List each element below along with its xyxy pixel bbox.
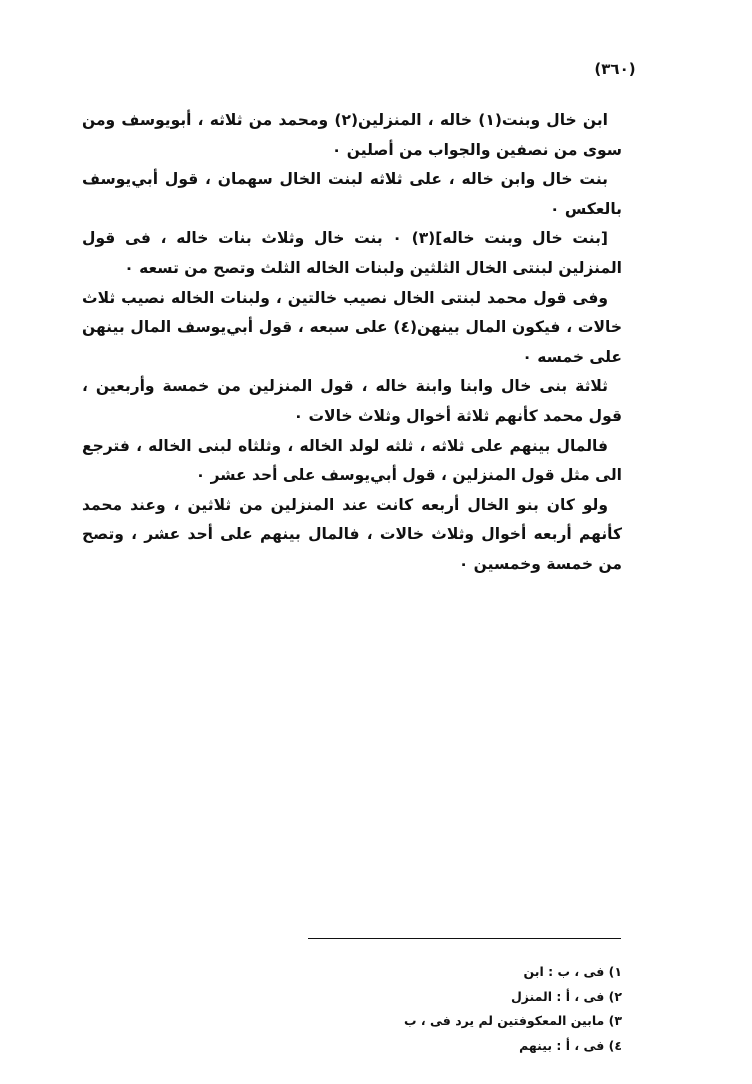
paragraph: فالمال بينهم على ثلاثه ، ثلثه لولد الخاله ، وثلثاه لبنى الخاله ، فترجع الى مثل قول المنزلين ، قول أبي‌يوسف على أحد عشر ٠ [82,436,622,485]
footnote: ١) فى ، ب : ابن [523,964,622,979]
main-text [82,106,622,580]
footnote-divider [308,938,621,939]
footnote: ٣) مابين المعكوفتين لم يرد فى ، ب [404,1013,622,1028]
paragraph: ثلاثة بنى خال وابنا وابنة خاله ، قول المنزلين من خمسة وأربعين ، قول محمد كأنهم ثلاثة أخوال وثلاث خالات ٠ [82,377,622,425]
page-number: (٣٦٠) [594,60,636,78]
paragraph: وفى قول محمد لبنتى الخال نصيب خالتين ، ولبنات الخاله نصيب ثلاث خالات ، فيكون المال بينهن(٤) على سبعه ، قول أبي‌يوسف المال بينهن على خمسه ٠ [82,288,622,366]
footnotes [300,960,622,1058]
paragraph: ابن خال وبنت(١) خاله ، المنزلين(٢) ومحمد من ثلاثه ، أبويوسف ومن سوى من نصفين والجواب من أصلين ٠ [82,111,622,159]
footnote: ٤) فى ، أ : بينهم [519,1037,622,1053]
paragraph: [بنت خال وبنت خاله](٣) ٠ بنت خال وثلاث بنات خاله ، فى قول المنزلين لبنتى الخال الثلثين ولبنات الخاله الثلث وتصح من تسعه ٠ [82,229,622,277]
paragraph: بنت خال وابن خاله ، على ثلاثه لبنت الخال سهمان ، قول أبي‌يوسف بالعكس ٠ [82,170,622,218]
paragraph: ولو كان بنو الخال أربعه كانت عند المنزلين من ثلاثين ، وعند محمد كأنهم أربعه أخوال وثلاث خالات ، فالمال بينهم على أحد عشر ، وتصح من خمسة وخمسين ٠ [82,495,622,573]
footnote: ٢) فى ، أ : المنزل [510,988,622,1004]
